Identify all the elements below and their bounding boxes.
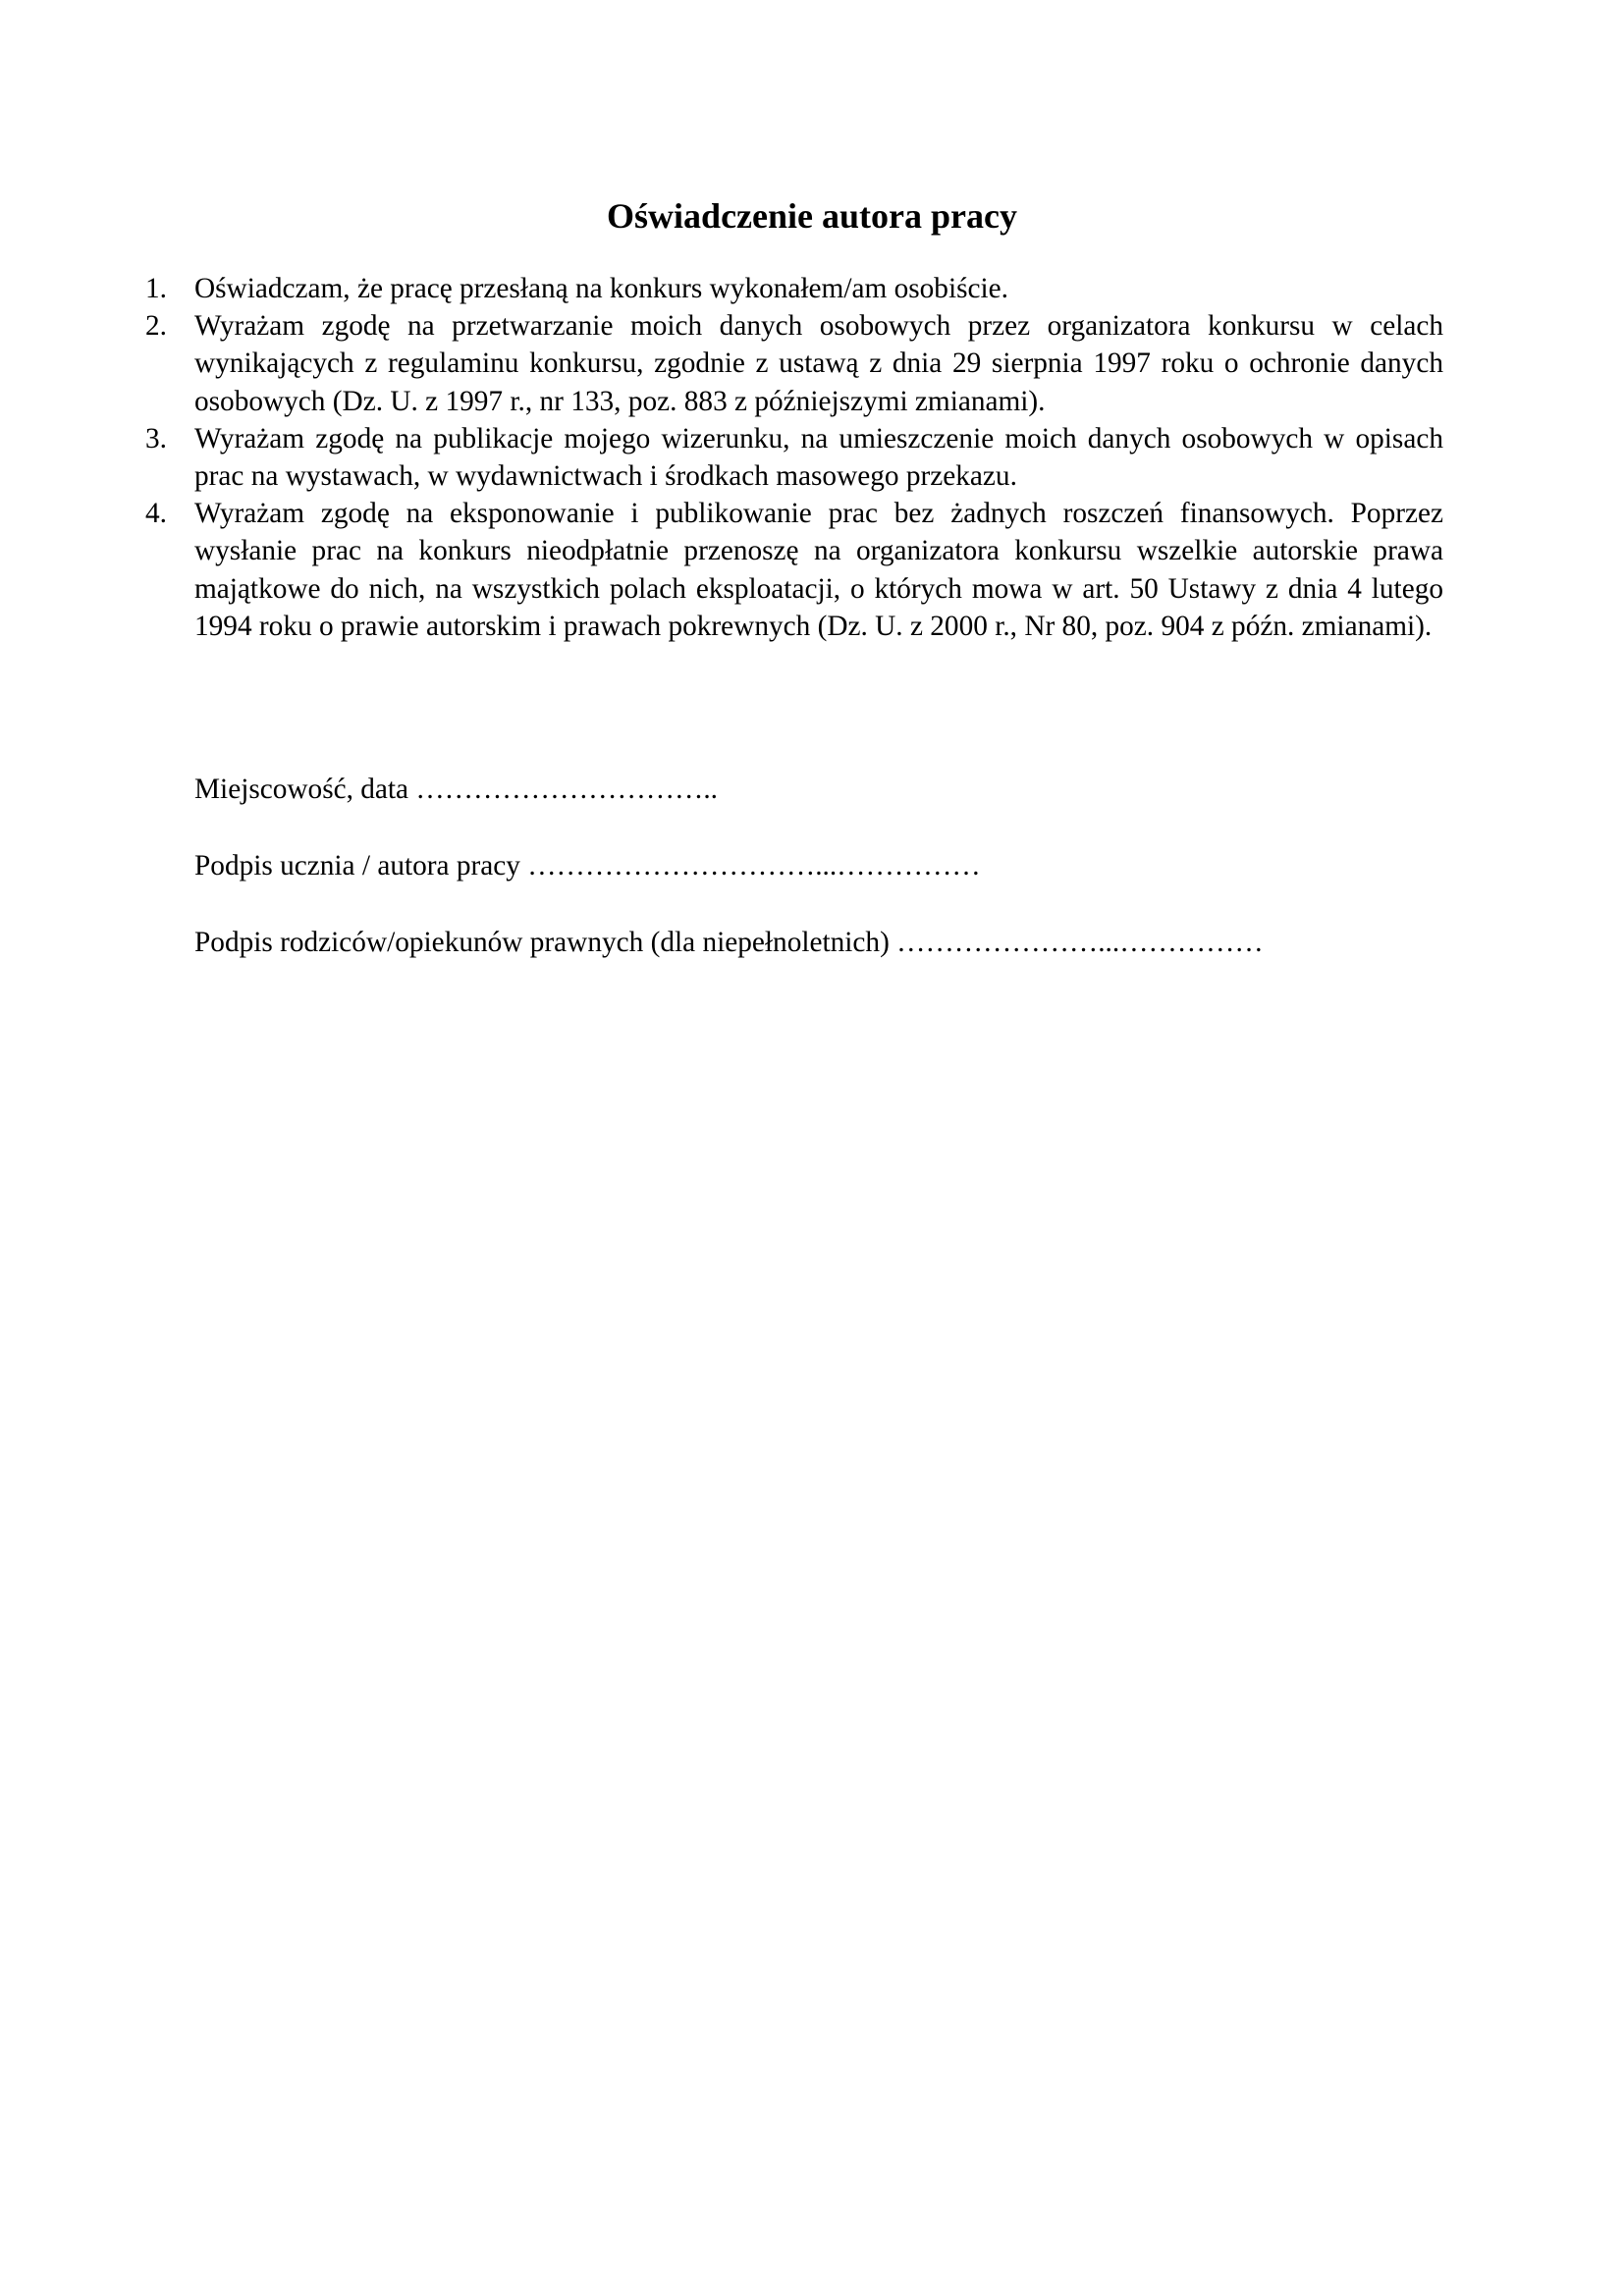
signature-parents: [194, 924, 1471, 961]
declaration-item-3: [145, 420, 1443, 495]
document-title: Oświadczenie autora pracy: [607, 196, 1017, 236]
declaration-item-2: [145, 307, 1443, 420]
parents-signature-line: Podpis rodziców/opiekunów prawnych (dla niepełnoletnich) …………………...……………: [194, 927, 1264, 958]
item-text: Wyrażam zgodę na przetwarzanie moich danych osobowych przez organizatora konkursu w celach wynikających z regulaminu konkursu, zgodnie z ustawą z dnia 29 sierpnia 1997 roku o ochronie danych osobowych (Dz. U. z 1997 r., nr 133, poz. 883 z późniejszymi zmianami).: [194, 310, 1443, 417]
place-date-line: Miejscowość, data …………………………..: [194, 774, 718, 805]
item-text: Wyrażam zgodę na publikacje mojego wizerunku, na umieszczenie moich danych osobowych w opisach prac na wystawach, w wydawnictwach i środkach masowego przekazu.: [194, 422, 1443, 493]
signature-place-date: [194, 771, 1471, 808]
item-number: 2.: [145, 310, 167, 343]
declarations-list: [145, 270, 1443, 645]
item-number: 1.: [145, 273, 167, 304]
item-text: Wyrażam zgodę na eksponowanie i publikowanie prac bez żadnych roszczeń finansowych. Poprzez wysłanie prac na konkurs nieodpłatnie przenoszę na organizatora konkursu wszelkie autorskie prawa majątkowe do nich, na wszystkich polach eksploatacji, o których mowa w art. 50 Ustawy z dnia 4 lutego 1994 roku o prawie autorskim i prawach pokrewnych (Dz. U. z 2000 r., Nr 80, poz. 904 z późn. zmianami).: [194, 498, 1443, 642]
declaration-item-4: [145, 495, 1443, 645]
item-number: 4.: [145, 498, 167, 530]
student-signature-line: Podpis ucznia / autora pracy …………………………...……………: [194, 850, 981, 881]
item-text: Oświadczam, że pracę przesłaną na konkurs wykonałem/am osobiście.: [194, 273, 1008, 304]
signature-student: [194, 847, 1471, 884]
item-number: 3.: [145, 422, 167, 454]
declaration-item-1: [145, 270, 1443, 307]
